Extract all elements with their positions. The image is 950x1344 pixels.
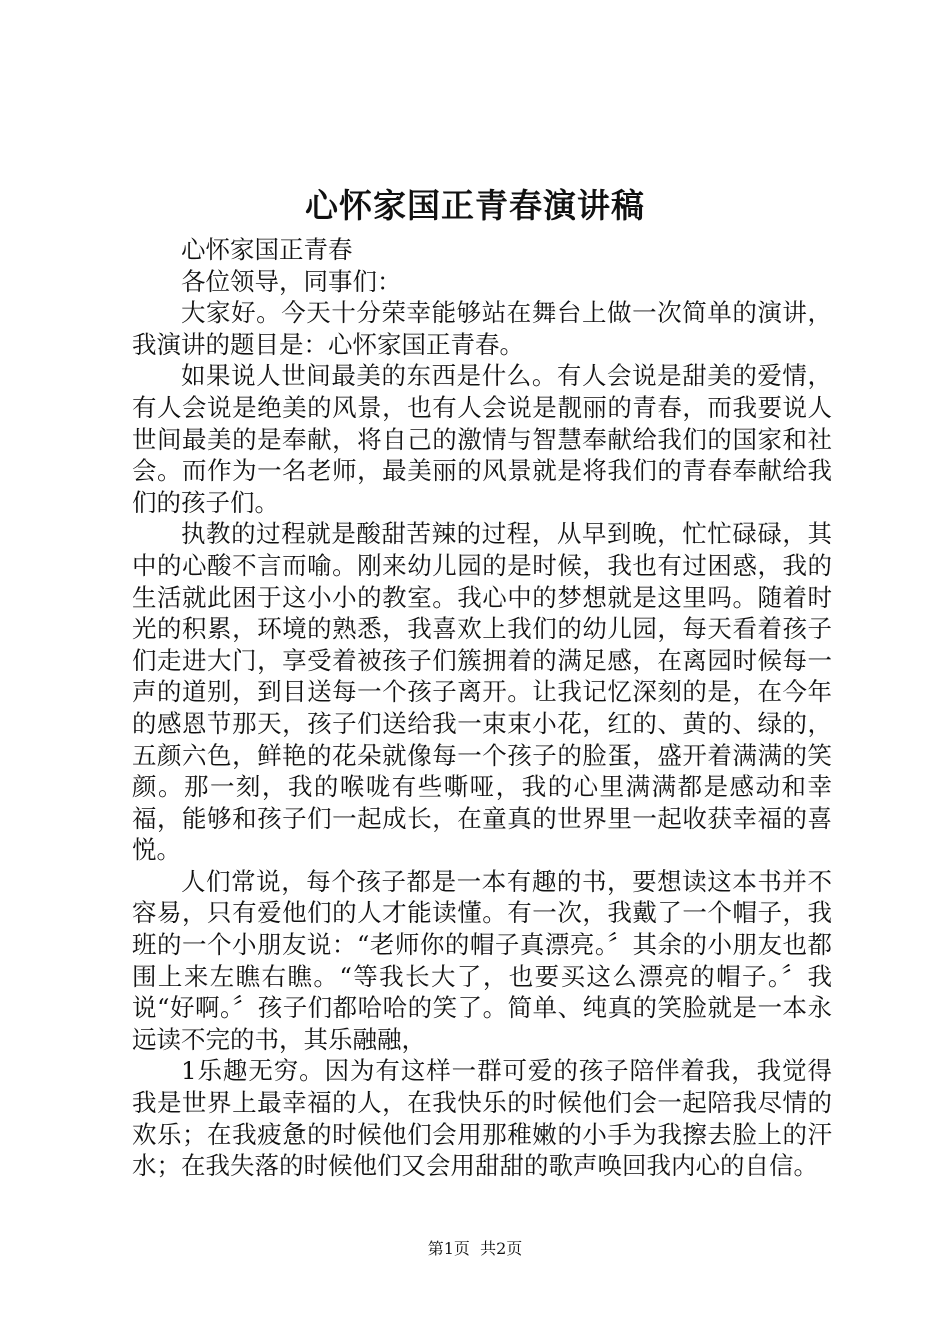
- paragraph-subtitle: 心怀家国正青春: [181, 235, 353, 264]
- page-total: 共2页: [480, 1239, 523, 1258]
- paragraph-salutation: 各位领导，同事们：: [181, 266, 402, 296]
- page-footer: [0, 1238, 950, 1260]
- document-body: [132, 234, 832, 1182]
- page-number: 第1页: [427, 1239, 470, 1258]
- footer-spacer: [470, 1239, 480, 1258]
- paragraph: 执教的过程就是酸甜苦辣的过程，从早到晚，忙忙碌碌，其中的心酸不言而喻。刚来幼儿园的是时候，我也有过困惑，我的生活就此困于这小小的教室。我心中的梦想就是这里吗。随着时光的积累，环境的熟悉，我喜欢上我们的幼儿园，每天看着孩子们走进大门，享受着被孩子们簇拥着的满足感，在离园时候每一声的道别，到目送每一个孩子离开。让我记忆深刻的是，在今年的感恩节那天，孩子们送给我一束束小花，红的、黄的、绿的，五颜六色，鲜艳的花朵就像每一个孩子的脸蛋，盛开着满满的笑颜。那一刻，我的喉咙有些嘶哑，我的心里满满都是感动和幸福，能够和孩子们一起成长，在童真的世界里一起收获幸福的喜悦。: [132, 519, 832, 865]
- paragraph: 如果说人世间最美的东西是什么。有人会说是甜美的爱情，有人会说是绝美的风景，也有人会说是靓丽的青春，而我要说人世间最美的是奉献，将自己的激情与智慧奉献给我们的国家和社会。而作为一名老师，最美丽的风景就是将我们的青春奉献给我们的孩子们。: [132, 361, 832, 517]
- paragraph: 1乐趣无穷。因为有这样一群可爱的孩子陪伴着我，我觉得我是世界上最幸福的人，在我快乐的时候他们会一起陪我尽情的欢乐；在我疲惫的时候他们会用那稚嫩的小手为我擦去脸上的汗水；在我失落的时候他们又会用甜甜的歌声唤回我内心的自信。: [132, 1056, 832, 1181]
- paragraph: 人们常说，每个孩子都是一本有趣的书，要想读这本书并不容易，只有爱他们的人才能读懂。有一次，我戴了一个帽子，我班的一个小朋友说：“老师你的帽子真漂亮。〞其余的小朋友也都围上来左瞧右瞧。“等我长大了，也要买这么漂亮的帽子。〞我说“好啊。〞孩子们都哈哈的笑了。简单、纯真的笑脸就是一本永远读不完的书，其乐融融，: [132, 866, 832, 1054]
- document-title: 心怀家国正青春演讲稿: [305, 186, 645, 225]
- paragraph: 大家好。今天十分荣幸能够站在舞台上做一次简单的演讲，我演讲的题目是：心怀家国正青春。: [132, 298, 832, 359]
